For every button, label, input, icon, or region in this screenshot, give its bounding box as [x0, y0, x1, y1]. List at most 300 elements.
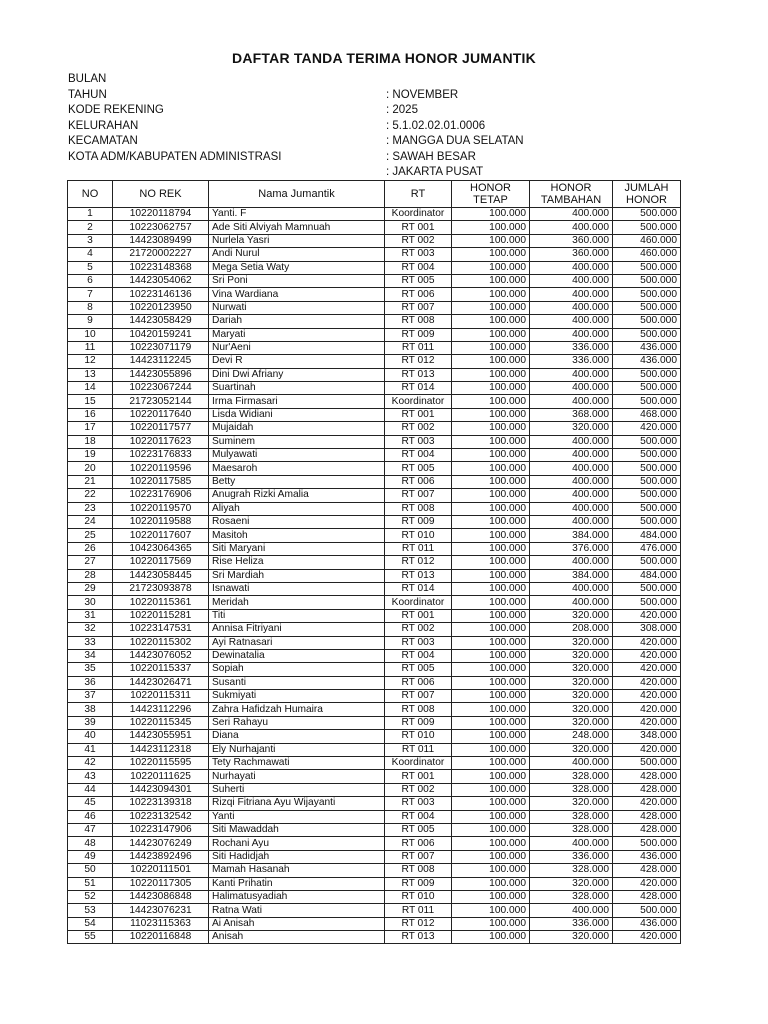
cell-honor-tetap: 100.000 [452, 556, 530, 569]
cell-honor-tetap: 100.000 [452, 288, 530, 301]
cell-jumlah-honor: 500.000 [613, 449, 681, 462]
cell-honor-tetap: 100.000 [452, 395, 530, 408]
cell-honor-tambahan: 320.000 [530, 877, 613, 890]
cell-rt: RT 011 [385, 904, 452, 917]
meta-label: BULAN [68, 73, 107, 85]
cell-nama: Mega Setia Waty [209, 261, 385, 274]
cell-no: 25 [68, 529, 113, 542]
meta-row-tahun [68, 88, 688, 104]
cell-no-rek: 10220115361 [113, 596, 209, 609]
cell-honor-tetap: 100.000 [452, 636, 530, 649]
cell-honor-tetap: 100.000 [452, 743, 530, 756]
cell-rt: RT 006 [385, 475, 452, 488]
table-row [68, 904, 681, 917]
cell-no-rek: 10220119596 [113, 462, 209, 475]
cell-rt: RT 010 [385, 730, 452, 743]
cell-rt: RT 005 [385, 274, 452, 287]
cell-jumlah-honor: 428.000 [613, 890, 681, 903]
cell-honor-tetap: 100.000 [452, 703, 530, 716]
cell-honor-tetap: 100.000 [452, 823, 530, 836]
table-row [68, 234, 681, 247]
cell-jumlah-honor: 500.000 [613, 596, 681, 609]
cell-nama: Halimatusyadiah [209, 890, 385, 903]
cell-no: 43 [68, 770, 113, 783]
table-row [68, 315, 681, 328]
table-header-row [68, 181, 681, 208]
cell-rt: RT 004 [385, 810, 452, 823]
cell-honor-tambahan: 328.000 [530, 890, 613, 903]
cell-no-rek: 10220117305 [113, 877, 209, 890]
table-row [68, 301, 681, 314]
cell-no: 7 [68, 288, 113, 301]
cell-rt: RT 012 [385, 556, 452, 569]
cell-no-rek: 11023115363 [113, 917, 209, 930]
cell-jumlah-honor: 460.000 [613, 234, 681, 247]
cell-no: 8 [68, 301, 113, 314]
table-row [68, 274, 681, 287]
cell-honor-tetap: 100.000 [452, 649, 530, 662]
cell-rt: RT 005 [385, 663, 452, 676]
cell-rt: RT 003 [385, 797, 452, 810]
cell-no-rek: 14423055896 [113, 368, 209, 381]
cell-honor-tetap: 100.000 [452, 582, 530, 595]
table-row [68, 408, 681, 421]
meta-value: : 5.1.02.02.01.0006 [386, 119, 486, 132]
table-row [68, 449, 681, 462]
cell-honor-tetap: 100.000 [452, 529, 530, 542]
cell-honor-tetap: 100.000 [452, 850, 530, 863]
cell-nama: Rizqi Fitriana Ayu Wijayanti [209, 797, 385, 810]
table-row [68, 341, 681, 354]
cell-honor-tambahan: 320.000 [530, 663, 613, 676]
cell-rt: RT 003 [385, 248, 452, 261]
cell-rt: RT 011 [385, 341, 452, 354]
cell-no-rek: 10223146136 [113, 288, 209, 301]
cell-no-rek: 14423058445 [113, 569, 209, 582]
cell-jumlah-honor: 500.000 [613, 274, 681, 287]
cell-honor-tetap: 100.000 [452, 368, 530, 381]
cell-rt: RT 013 [385, 569, 452, 582]
cell-honor-tambahan: 400.000 [530, 328, 613, 341]
cell-honor-tambahan: 400.000 [530, 582, 613, 595]
cell-honor-tambahan: 376.000 [530, 542, 613, 555]
cell-no: 30 [68, 596, 113, 609]
cell-honor-tambahan: 400.000 [530, 301, 613, 314]
cell-no-rek: 14423076231 [113, 904, 209, 917]
cell-jumlah-honor: 420.000 [613, 663, 681, 676]
cell-rt: RT 005 [385, 462, 452, 475]
cell-honor-tetap: 100.000 [452, 810, 530, 823]
meta-row-kota [68, 150, 688, 166]
cell-honor-tambahan: 336.000 [530, 355, 613, 368]
meta-label [68, 165, 386, 181]
cell-jumlah-honor: 500.000 [613, 208, 681, 221]
cell-no-rek: 10223071179 [113, 341, 209, 354]
cell-jumlah-honor: 348.000 [613, 730, 681, 743]
cell-jumlah-honor: 420.000 [613, 422, 681, 435]
cell-no: 34 [68, 649, 113, 662]
table-row [68, 422, 681, 435]
cell-honor-tetap: 100.000 [452, 248, 530, 261]
column-header-honor-tetap: HONOR TETAP [452, 181, 530, 208]
meta-row-extra [68, 165, 688, 181]
table-row [68, 596, 681, 609]
cell-jumlah-honor: 436.000 [613, 355, 681, 368]
cell-honor-tambahan: 336.000 [530, 850, 613, 863]
cell-nama: Maryati [209, 328, 385, 341]
cell-nama: Dini Dwi Afriany [209, 368, 385, 381]
cell-nama: Sukmiyati [209, 690, 385, 703]
table-row [68, 743, 681, 756]
cell-honor-tambahan: 400.000 [530, 556, 613, 569]
cell-no-rek: 10220111501 [113, 864, 209, 877]
document-meta [68, 72, 688, 181]
cell-rt: RT 013 [385, 368, 452, 381]
cell-jumlah-honor: 420.000 [613, 609, 681, 622]
cell-honor-tetap: 100.000 [452, 234, 530, 247]
cell-rt: RT 009 [385, 716, 452, 729]
cell-honor-tambahan: 328.000 [530, 810, 613, 823]
cell-no-rek: 10220116848 [113, 931, 209, 944]
cell-honor-tambahan: 400.000 [530, 515, 613, 528]
cell-rt: RT 006 [385, 837, 452, 850]
table-row [68, 649, 681, 662]
cell-rt: RT 001 [385, 221, 452, 234]
cell-honor-tetap: 100.000 [452, 676, 530, 689]
cell-nama: Masitoh [209, 529, 385, 542]
cell-jumlah-honor: 420.000 [613, 716, 681, 729]
table-row [68, 542, 681, 555]
cell-nama: Yanti. F [209, 208, 385, 221]
cell-no-rek: 10223147906 [113, 823, 209, 836]
cell-nama: Siti Hadidjah [209, 850, 385, 863]
cell-honor-tambahan: 400.000 [530, 757, 613, 770]
cell-nama: Diana [209, 730, 385, 743]
cell-honor-tetap: 100.000 [452, 435, 530, 448]
cell-no: 22 [68, 489, 113, 502]
table-row [68, 757, 681, 770]
document-title: DAFTAR TANDA TERIMA HONOR JUMANTIK [232, 50, 536, 66]
meta-label: KECAMATAN [68, 135, 138, 147]
cell-no-rek: 10220119588 [113, 515, 209, 528]
cell-jumlah-honor: 420.000 [613, 877, 681, 890]
cell-nama: Ade Siti Alviyah Mamnuah [209, 221, 385, 234]
table-row [68, 931, 681, 944]
cell-rt: RT 007 [385, 301, 452, 314]
cell-honor-tambahan: 208.000 [530, 623, 613, 636]
table-row [68, 770, 681, 783]
cell-no-rek: 10220117623 [113, 435, 209, 448]
cell-nama: Siti Mawaddah [209, 823, 385, 836]
cell-no: 19 [68, 449, 113, 462]
cell-no-rek: 14423055951 [113, 730, 209, 743]
cell-jumlah-honor: 500.000 [613, 382, 681, 395]
column-header-honor-tambahan: HONOR TAMBAHAN [530, 181, 613, 208]
cell-honor-tambahan: 320.000 [530, 797, 613, 810]
cell-no-rek: 10423064365 [113, 542, 209, 555]
cell-jumlah-honor: 436.000 [613, 850, 681, 863]
cell-jumlah-honor: 500.000 [613, 502, 681, 515]
cell-jumlah-honor: 428.000 [613, 864, 681, 877]
cell-jumlah-honor: 420.000 [613, 703, 681, 716]
cell-honor-tambahan: 384.000 [530, 569, 613, 582]
cell-no-rek: 10220117640 [113, 408, 209, 421]
cell-honor-tambahan: 360.000 [530, 234, 613, 247]
cell-nama: Anisah [209, 931, 385, 944]
cell-honor-tetap: 100.000 [452, 382, 530, 395]
table-row [68, 716, 681, 729]
cell-honor-tetap: 100.000 [452, 315, 530, 328]
cell-no: 5 [68, 261, 113, 274]
cell-no: 1 [68, 208, 113, 221]
cell-no-rek: 10220111625 [113, 770, 209, 783]
cell-honor-tetap: 100.000 [452, 716, 530, 729]
table-row [68, 489, 681, 502]
cell-no-rek: 14423112296 [113, 703, 209, 716]
cell-honor-tambahan: 320.000 [530, 703, 613, 716]
cell-nama: Seri Rahayu [209, 716, 385, 729]
cell-honor-tambahan: 328.000 [530, 864, 613, 877]
cell-nama: Mulyawati [209, 449, 385, 462]
cell-nama: Nur'Aeni [209, 341, 385, 354]
table-row [68, 435, 681, 448]
cell-no-rek: 14423086848 [113, 890, 209, 903]
honor-table [67, 180, 681, 944]
table-row [68, 877, 681, 890]
cell-nama: Dariah [209, 315, 385, 328]
cell-rt: RT 003 [385, 435, 452, 448]
cell-rt: RT 013 [385, 931, 452, 944]
cell-rt: RT 002 [385, 623, 452, 636]
cell-honor-tetap: 100.000 [452, 783, 530, 796]
table-row [68, 515, 681, 528]
table-row [68, 890, 681, 903]
cell-no: 32 [68, 623, 113, 636]
cell-rt: RT 004 [385, 449, 452, 462]
table-row [68, 703, 681, 716]
column-header-rt: RT [385, 181, 452, 208]
cell-rt: Koordinator [385, 208, 452, 221]
cell-honor-tetap: 100.000 [452, 663, 530, 676]
cell-no: 3 [68, 234, 113, 247]
cell-no: 54 [68, 917, 113, 930]
cell-honor-tambahan: 400.000 [530, 502, 613, 515]
cell-no: 27 [68, 556, 113, 569]
cell-no: 29 [68, 582, 113, 595]
cell-honor-tambahan: 320.000 [530, 636, 613, 649]
cell-honor-tetap: 100.000 [452, 301, 530, 314]
cell-nama: Ayi Ratnasari [209, 636, 385, 649]
cell-rt: RT 011 [385, 743, 452, 756]
cell-jumlah-honor: 460.000 [613, 248, 681, 261]
cell-honor-tambahan: 320.000 [530, 931, 613, 944]
table-row [68, 328, 681, 341]
cell-rt: RT 007 [385, 850, 452, 863]
cell-no: 21 [68, 475, 113, 488]
cell-honor-tetap: 100.000 [452, 462, 530, 475]
cell-honor-tambahan: 328.000 [530, 823, 613, 836]
cell-rt: RT 002 [385, 422, 452, 435]
cell-jumlah-honor: 420.000 [613, 931, 681, 944]
cell-no: 53 [68, 904, 113, 917]
cell-honor-tambahan: 320.000 [530, 609, 613, 622]
cell-jumlah-honor: 500.000 [613, 395, 681, 408]
cell-jumlah-honor: 500.000 [613, 288, 681, 301]
cell-rt: RT 002 [385, 783, 452, 796]
cell-honor-tetap: 100.000 [452, 449, 530, 462]
table-row [68, 248, 681, 261]
cell-jumlah-honor: 420.000 [613, 743, 681, 756]
cell-jumlah-honor: 500.000 [613, 301, 681, 314]
table-row [68, 529, 681, 542]
cell-no: 13 [68, 368, 113, 381]
cell-jumlah-honor: 420.000 [613, 797, 681, 810]
cell-no: 40 [68, 730, 113, 743]
table-row [68, 382, 681, 395]
cell-honor-tetap: 100.000 [452, 864, 530, 877]
cell-no-rek: 10223147531 [113, 623, 209, 636]
cell-no: 47 [68, 823, 113, 836]
cell-honor-tambahan: 400.000 [530, 382, 613, 395]
cell-honor-tambahan: 400.000 [530, 395, 613, 408]
cell-no: 15 [68, 395, 113, 408]
cell-rt: RT 010 [385, 529, 452, 542]
cell-nama: Sri Mardiah [209, 569, 385, 582]
cell-no-rek: 10223132542 [113, 810, 209, 823]
table-row [68, 502, 681, 515]
cell-nama: Ratna Wati [209, 904, 385, 917]
cell-honor-tetap: 100.000 [452, 877, 530, 890]
table-row [68, 582, 681, 595]
cell-no: 48 [68, 837, 113, 850]
cell-honor-tambahan: 336.000 [530, 917, 613, 930]
cell-honor-tetap: 100.000 [452, 261, 530, 274]
cell-nama: Andi Nurul [209, 248, 385, 261]
cell-no: 33 [68, 636, 113, 649]
cell-jumlah-honor: 468.000 [613, 408, 681, 421]
cell-rt: Koordinator [385, 596, 452, 609]
table-row [68, 810, 681, 823]
cell-honor-tambahan: 248.000 [530, 730, 613, 743]
meta-row-kode-rekening [68, 103, 688, 119]
cell-rt: RT 006 [385, 676, 452, 689]
cell-honor-tambahan: 400.000 [530, 221, 613, 234]
cell-jumlah-honor: 436.000 [613, 917, 681, 930]
cell-rt: RT 009 [385, 877, 452, 890]
cell-no-rek: 14423094301 [113, 783, 209, 796]
column-header-jumlah-honor: JUMLAH HONOR [613, 181, 681, 208]
table-row [68, 823, 681, 836]
cell-no-rek: 10223067244 [113, 382, 209, 395]
cell-no: 35 [68, 663, 113, 676]
cell-nama: Rise Heliza [209, 556, 385, 569]
cell-no-rek: 14423112245 [113, 355, 209, 368]
cell-no-rek: 10420159241 [113, 328, 209, 341]
cell-no: 20 [68, 462, 113, 475]
cell-no: 50 [68, 864, 113, 877]
table-row [68, 676, 681, 689]
cell-rt: RT 007 [385, 690, 452, 703]
cell-jumlah-honor: 500.000 [613, 556, 681, 569]
cell-nama: Rosaeni [209, 515, 385, 528]
table-row [68, 636, 681, 649]
table-row [68, 917, 681, 930]
cell-rt: RT 004 [385, 261, 452, 274]
cell-rt: RT 001 [385, 609, 452, 622]
cell-no: 10 [68, 328, 113, 341]
cell-no-rek: 14423058429 [113, 315, 209, 328]
cell-honor-tambahan: 400.000 [530, 475, 613, 488]
cell-no: 42 [68, 757, 113, 770]
cell-jumlah-honor: 436.000 [613, 341, 681, 354]
cell-no: 44 [68, 783, 113, 796]
cell-honor-tetap: 100.000 [452, 904, 530, 917]
cell-no: 37 [68, 690, 113, 703]
cell-no-rek: 21720002227 [113, 248, 209, 261]
table-row [68, 864, 681, 877]
cell-nama: Nurlela Yasri [209, 234, 385, 247]
cell-jumlah-honor: 484.000 [613, 529, 681, 542]
cell-nama: Zahra Hafidzah Humaira [209, 703, 385, 716]
cell-nama: Suminem [209, 435, 385, 448]
cell-nama: Nurhayati [209, 770, 385, 783]
table-row [68, 556, 681, 569]
cell-rt: RT 009 [385, 328, 452, 341]
meta-label: KELURAHAN [68, 119, 139, 132]
cell-no: 26 [68, 542, 113, 555]
cell-no-rek: 10220115595 [113, 757, 209, 770]
table-row [68, 569, 681, 582]
cell-jumlah-honor: 428.000 [613, 770, 681, 783]
cell-rt: RT 010 [385, 890, 452, 903]
cell-jumlah-honor: 484.000 [613, 569, 681, 582]
cell-jumlah-honor: 420.000 [613, 676, 681, 689]
cell-no: 39 [68, 716, 113, 729]
cell-nama: Susanti [209, 676, 385, 689]
cell-jumlah-honor: 500.000 [613, 462, 681, 475]
cell-honor-tambahan: 400.000 [530, 904, 613, 917]
cell-rt: RT 001 [385, 408, 452, 421]
meta-value: : SAWAH BESAR [386, 150, 476, 163]
cell-honor-tetap: 100.000 [452, 797, 530, 810]
cell-honor-tetap: 100.000 [452, 770, 530, 783]
table-row [68, 690, 681, 703]
cell-honor-tambahan: 328.000 [530, 783, 613, 796]
cell-nama: Tety Rachmawati [209, 757, 385, 770]
cell-honor-tambahan: 320.000 [530, 676, 613, 689]
cell-jumlah-honor: 500.000 [613, 515, 681, 528]
cell-nama: Titi [209, 609, 385, 622]
cell-honor-tetap: 100.000 [452, 422, 530, 435]
meta-value: : MANGGA DUA SELATAN [386, 135, 524, 147]
cell-nama: Mujaidah [209, 422, 385, 435]
cell-no-rek: 10220117577 [113, 422, 209, 435]
cell-jumlah-honor: 420.000 [613, 636, 681, 649]
cell-honor-tambahan: 400.000 [530, 288, 613, 301]
cell-jumlah-honor: 420.000 [613, 649, 681, 662]
cell-no-rek: 10223062757 [113, 221, 209, 234]
cell-no: 24 [68, 515, 113, 528]
cell-nama: Ai Anisah [209, 917, 385, 930]
cell-honor-tetap: 100.000 [452, 690, 530, 703]
cell-nama: Ely Nurhajanti [209, 743, 385, 756]
cell-honor-tetap: 100.000 [452, 408, 530, 421]
cell-no: 38 [68, 703, 113, 716]
table-row [68, 730, 681, 743]
cell-honor-tetap: 100.000 [452, 355, 530, 368]
cell-jumlah-honor: 476.000 [613, 542, 681, 555]
cell-rt: Koordinator [385, 395, 452, 408]
